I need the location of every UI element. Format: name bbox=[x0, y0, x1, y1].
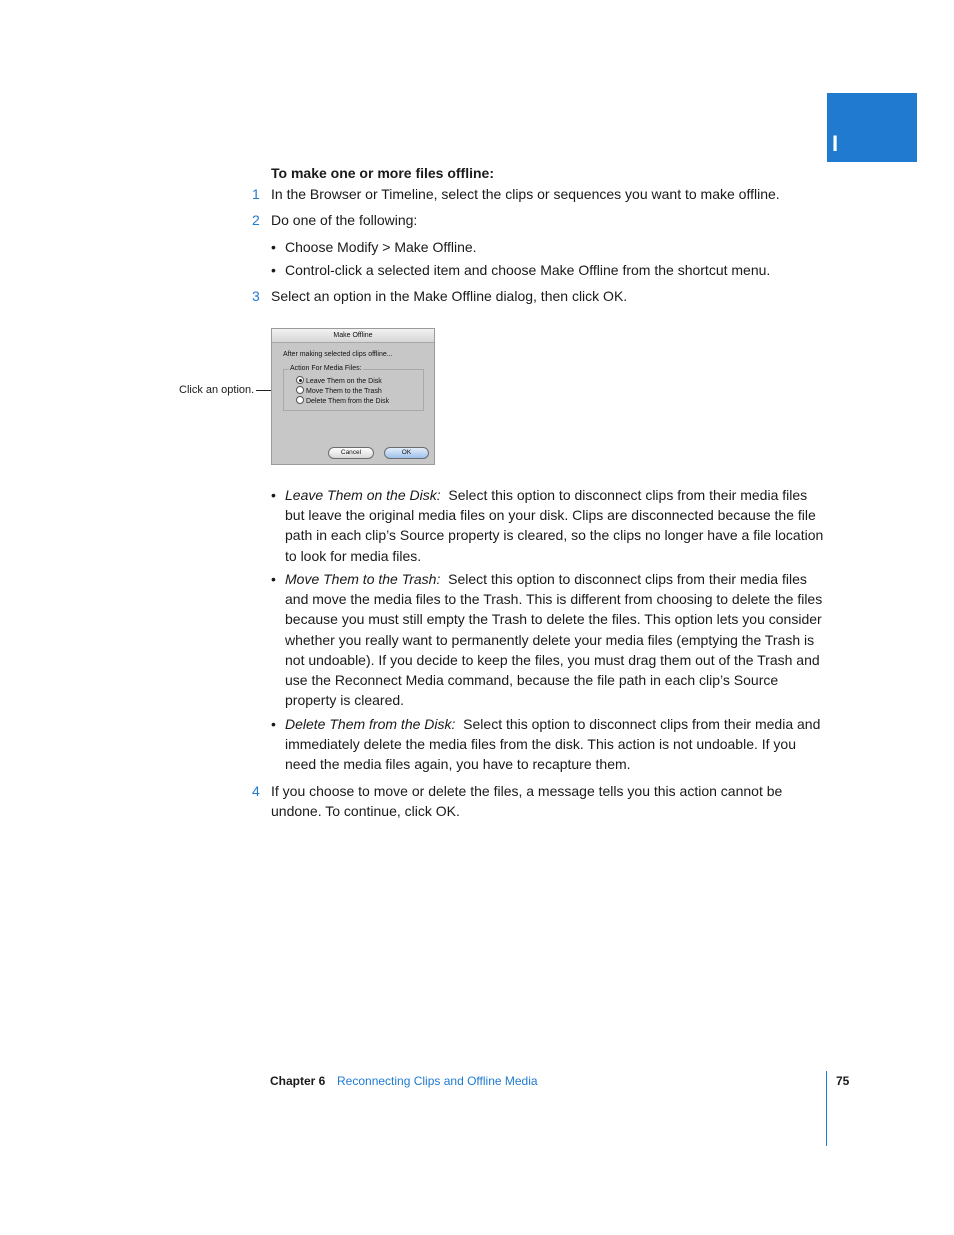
radio-icon[interactable] bbox=[296, 386, 304, 394]
procedure-heading: To make one or more files offline: bbox=[271, 165, 495, 181]
bullet-marker: • bbox=[271, 262, 276, 278]
dialog-title: Make Offline bbox=[272, 329, 434, 343]
figure-callout: Click an option. bbox=[179, 384, 255, 396]
option-desc-leave bbox=[285, 485, 825, 566]
option-leave-on-disk[interactable] bbox=[296, 377, 382, 386]
radio-icon[interactable] bbox=[296, 396, 304, 404]
choice-2-text: Control-click a selected item and choose Make Offline from the shortcut menu. bbox=[285, 262, 771, 278]
make-offline-dialog bbox=[271, 328, 435, 465]
bullet-marker: • bbox=[271, 571, 276, 587]
option-label: Move Them to the Trash bbox=[306, 388, 382, 395]
footer-chapter-title[interactable]: Reconnecting Clips and Offline Media bbox=[337, 1074, 538, 1088]
option-desc-text: Select this option to disconnect clips from their media files and move the media files to the Trash. This is different from choosing to delete the files because you must still empty the Trash to delete the files. This option lets you consider whether you really want to permanently delete your media files (emptying the Trash is not undoable). If you decide to keep the files, you must drag them out of the Trash and use the Reconnect Media command, because the file path in each clip’s Source property is cleared. bbox=[285, 571, 823, 709]
action-group-label: Action For Media Files: bbox=[290, 365, 362, 372]
option-delete-from-disk[interactable] bbox=[296, 397, 389, 406]
option-desc-move bbox=[285, 569, 825, 710]
footer-chapter: Chapter 6 bbox=[270, 1074, 326, 1088]
bullet-marker: • bbox=[271, 239, 276, 255]
step-3-number: 3 bbox=[252, 288, 260, 304]
option-move-to-trash[interactable] bbox=[296, 387, 382, 396]
step-1-number: 1 bbox=[252, 186, 260, 202]
option-term: Move Them to the Trash: bbox=[285, 571, 441, 587]
page-number: 75 bbox=[836, 1074, 850, 1088]
chapter-tab bbox=[827, 93, 917, 162]
option-label: Leave Them on the Disk bbox=[306, 378, 382, 385]
step-2-number: 2 bbox=[252, 212, 260, 228]
ok-button[interactable]: OK bbox=[384, 447, 429, 459]
option-term: Leave Them on the Disk: bbox=[285, 487, 441, 503]
step-3-text: Select an option in the Make Offline dialog, then click OK. bbox=[271, 288, 628, 304]
step-4-text: If you choose to move or delete the files, a message tells you this action cannot be undone. To continue, click OK. bbox=[271, 783, 783, 819]
choice-1-text: Choose Modify > Make Offline. bbox=[285, 239, 477, 255]
option-label: Delete Them from the Disk bbox=[306, 398, 390, 405]
dialog-caption: After making selected clips offline... bbox=[283, 351, 393, 358]
chapter-tab-letter: I bbox=[832, 131, 839, 156]
option-desc-text: Select this option to disconnect clips from their media files but leave the original media files on your disk. Clips are disconnected because the file path in each clip’s Source property is cleared, so the clips no longer have a file location to look for media files. bbox=[285, 487, 824, 564]
step-1-text: In the Browser or Timeline, select the clips or sequences you want to make offline. bbox=[271, 186, 780, 202]
footer-divider bbox=[826, 1071, 827, 1146]
option-desc-text: Select this option to disconnect clips from their media and immediately delete the media files from the disk. This action is not undoable. If you need the media files again, you have to recapture them. bbox=[285, 716, 821, 773]
bullet-marker: • bbox=[271, 716, 276, 732]
option-term: Delete Them from the Disk: bbox=[285, 716, 456, 732]
step-2-text: Do one of the following: bbox=[271, 212, 418, 228]
radio-selected-icon[interactable] bbox=[296, 376, 304, 384]
step-4-number: 4 bbox=[252, 783, 260, 799]
bullet-marker: • bbox=[271, 487, 276, 503]
cancel-button[interactable]: Cancel bbox=[328, 447, 374, 459]
option-desc-delete bbox=[285, 714, 825, 775]
